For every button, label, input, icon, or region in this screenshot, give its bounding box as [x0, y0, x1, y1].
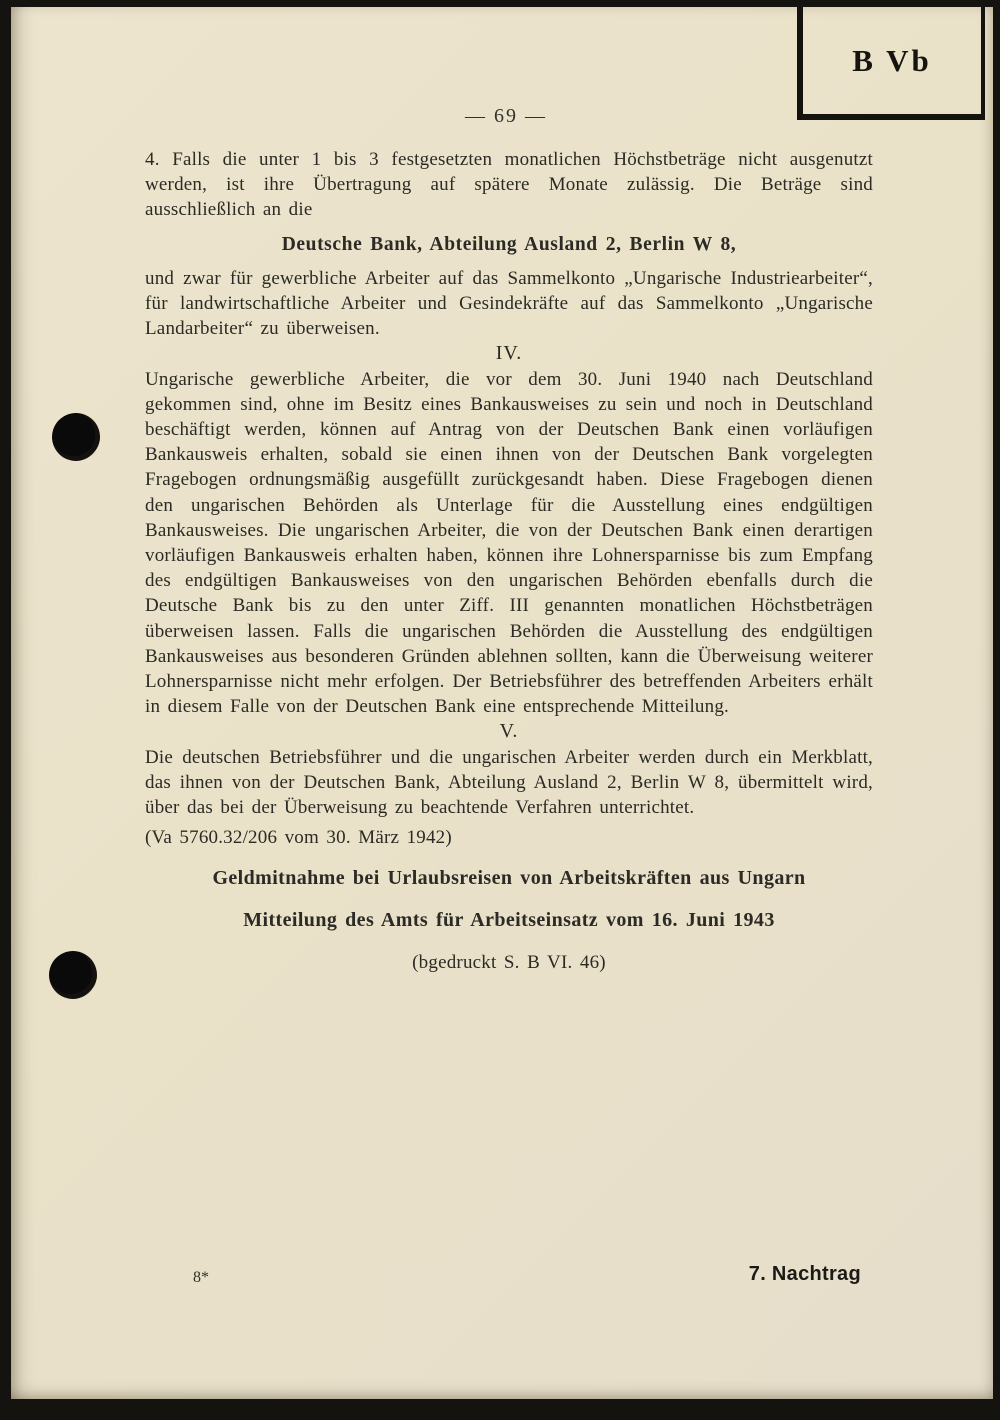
section-v-text: Die deutschen Betriebsführer und die ungarischen Arbeiter werden durch ein Merkblatt, das ihnen von der Deutschen Bank, Abteilung Ausland 2, Berlin W 8, übermittelt wird, über das bei der Überweisung zu beachtende Verfahren unterrichtet.	[145, 746, 873, 819]
notice-subtitle: Mitteilung des Amts für Arbeitseinsatz vom 16. Juni 1943	[243, 908, 775, 931]
hole-punch-bottom	[49, 951, 97, 999]
classification-label: B Vb	[852, 42, 932, 78]
section-iv-heading: IV.	[495, 342, 523, 365]
paragraph-4-continued: und zwar für gewerbliche Arbeiter auf das Sammelkonto „Ungarische Industriearbeiter“, für landwirtschaftliche Arbeiter und Gesindekräfte auf das Sammelkonto „Ungarische Landarbeiter“ zu überweisen.	[145, 267, 873, 340]
paragraph-4: 4. Falls die unter 1 bis 3 festgesetzten monatlichen Höchstbeträge nicht ausgenutzt werden, ist ihre Übertragung auf spätere Monate zulässig. Die Beträge sind ausschließlich an die	[145, 149, 873, 221]
hole-punch-top	[52, 413, 100, 461]
page-number: — 69 —	[465, 105, 547, 127]
bank-address-line: Deutsche Bank, Abteilung Ausland 2, Berlin W 8,	[281, 233, 737, 255]
notice-title: Geldmitnahme bei Urlaubsreisen von Arbeitskräften aus Ungarn	[212, 867, 806, 890]
footnote-mark: 8*	[193, 1269, 209, 1286]
section-iv-text: Ungarische gewerbliche Arbeiter, die vor dem 30. Juni 1940 nach Deutschland gekommen sind, ohne im Besitz eines Bankausweises zu sein und noch in Deutschland beschäftigt werden, können auf Antrag von der Deutschen Bank einen vorläufigen Bankausweis erhalten, sobald sie einen ihnen von der Deutschen Bank vorgelegten Fragebogen ordnungsmäßig ausgefüllt zurückgesandt haben. Diese Fragebogen dienen den ungarischen Behörden als Unterlage für die Ausstellung eines endgültigen Bankausweises. Die ungarischen Arbeiter, die von der Deutschen Bank einen derartigen vorläufigen Bankausweis erhalten haben, können ihre Lohnersparnisse bis zum Empfang des endgültigen Bankausweises von den ungarischen Behörden ebenfalls durch die Deutsche Bank bis zu den unter Ziff. III genannten monatlichen Höchstbeträgen überweisen lassen. Falls die ungarischen Behörden die Ausstellung des endgültigen Bankausweises aus besonderen Gründen ablehnen sollten, kann die Überweisung weiterer Lohnersparnisse nicht mehr erfolgen. Der Betriebsführer des betreffenden Arbeiters erhält in diesem Falle von der Deutschen Bank eine entsprechende Mitteilung.	[145, 368, 873, 718]
notice-reference: (bgedruckt S. B VI. 46)	[412, 951, 606, 973]
section-v-heading: V.	[499, 720, 519, 743]
reference-line: (Va 5760.32/206 vom 30. März 1942)	[145, 827, 452, 849]
document-page	[11, 7, 993, 1399]
page-body	[145, 147, 873, 975]
classification-box	[797, 7, 985, 120]
supplement-label: 7. Nachtrag	[748, 1263, 861, 1285]
